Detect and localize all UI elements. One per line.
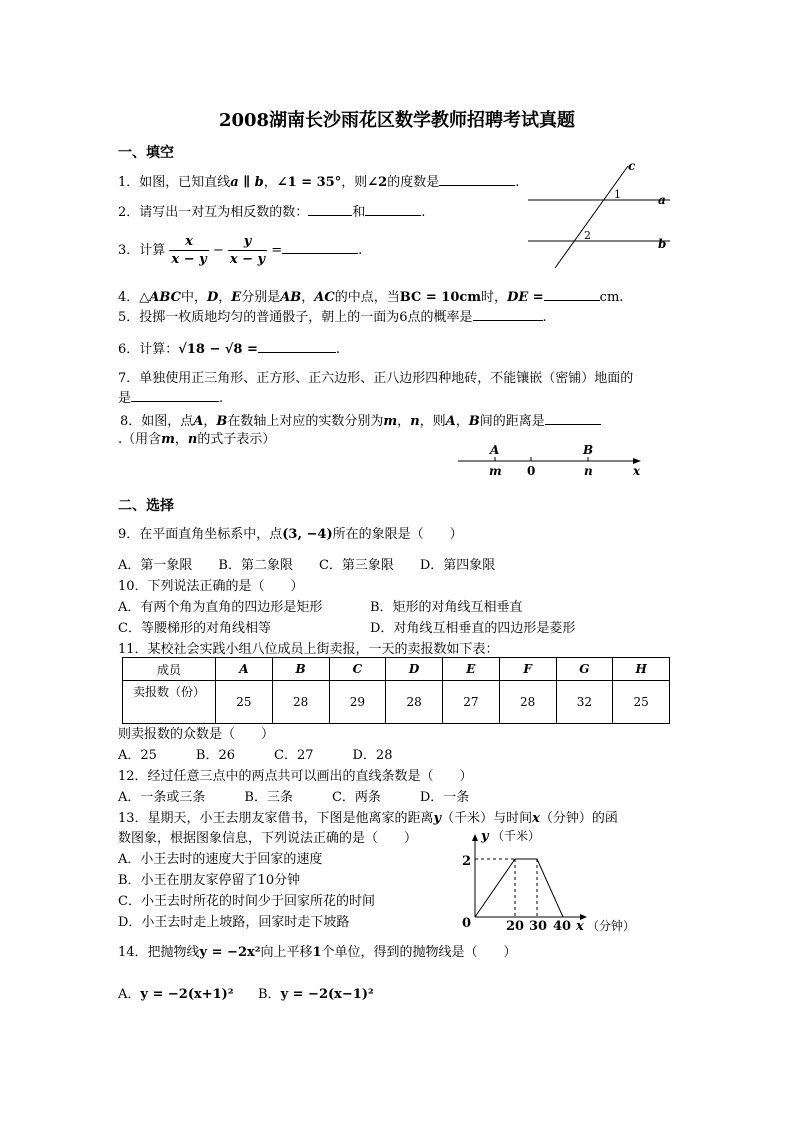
option-14-A: A．y = −2(x+1)² (118, 987, 234, 1002)
table-cell: 28 (499, 681, 556, 724)
question-9: 9．在平面直角坐标系中，点(3, −4)所在的象限是（ ） (118, 527, 463, 542)
option-10-B: B．矩形的对角线互相垂直 (370, 600, 523, 615)
answer-blank (544, 288, 600, 301)
label-point-B: B (583, 443, 594, 457)
table-header-cell: E (443, 658, 500, 681)
graph-y-label: y (481, 829, 489, 844)
question-10: 10．下列说法正确的是（ ） (118, 579, 304, 594)
question-14: 14．把抛物线y = −2x²向上平移1个单位，得到的抛物线是（ ） (118, 945, 517, 960)
label-n: n (584, 464, 593, 478)
table-header-cell: 成员 (123, 658, 216, 681)
label-angle-1: 1 (614, 188, 621, 201)
graph-origin: 0 (462, 916, 472, 931)
option-13-A: A．小王去时的速度大于回家的速度 (118, 852, 323, 867)
question-3: 3．计算 $\frac{x}{x - y}$ − $\frac{y}{x - y}$ = . (118, 234, 363, 267)
option-13-D: D．小王去时走上坡路，回家时走下坡路 (118, 915, 350, 930)
graph-tick-30: 30 (529, 919, 548, 934)
table-header-cell: A (216, 658, 273, 681)
question-7-cont: 是 . (118, 391, 224, 406)
option-13-C: C．小王去时所花的时间少于回家所花的时间 (118, 894, 375, 909)
question-7: 7．单独使用正三角形、正方形、正六边形、正八边形四种地砖，不能镶嵌（密铺）地面的 (118, 371, 634, 386)
table-cell: 25 (216, 681, 273, 724)
answer-blank (473, 308, 543, 321)
graph-x-label: x (576, 919, 584, 934)
answer-blank (439, 173, 515, 186)
answer-blank (545, 412, 601, 425)
table-row (123, 681, 670, 724)
question-12-options: A．一条或三条 B．三条 C．两条 D．一条 (118, 790, 470, 805)
question-11: 11．某校社会实践小组八位成员上街卖报，一天的卖报数如下表： (118, 642, 499, 657)
question-12: 12．经过任意三点中的两点共可以画出的直线条数是（ ） (118, 769, 473, 784)
fraction-1: $\frac{x}{x - y}$ (171, 234, 207, 267)
answer-blank (365, 203, 421, 216)
label-m: m (489, 464, 502, 478)
label-x: x (633, 464, 641, 478)
distance-time-graph (445, 825, 645, 940)
table-header-cell: G (556, 658, 613, 681)
question-9-options: A．第一象限 B．第二象限 C．第三象限 D．第四象限 (118, 558, 496, 573)
graph-tick-20: 20 (506, 919, 525, 934)
question-2: 2．请写出一对互为相反数的数： 和 . (118, 205, 426, 220)
table-cell: 27 (443, 681, 500, 724)
option-10-C: C．等腰梯形的对角线相等 (118, 621, 271, 636)
table-header-cell: D (386, 658, 443, 681)
question-11-prompt: 则卖报数的众数是（ ） (118, 727, 275, 742)
option-14-B: B．y = −2(x−1)² (258, 987, 374, 1002)
table-cell: 28 (386, 681, 443, 724)
question-11-options: A．25 B．26 C．27 D．28 (118, 748, 393, 763)
section-fill-in: 一、填空 (118, 145, 174, 161)
graph-y-unit: （千米） (492, 829, 541, 843)
option-10-D: D．对角线互相垂直的四边形是菱形 (370, 621, 576, 636)
answer-blank (258, 340, 336, 353)
table-row-label: 卖报数（份） (123, 681, 216, 724)
table-header-row (123, 658, 670, 681)
parallel-lines-figure (520, 158, 680, 273)
label-zero: 0 (527, 464, 536, 478)
table-header-cell: F (499, 658, 556, 681)
option-10-A: A．有两个角为直角的四边形是矩形 (118, 600, 323, 615)
table-header-cell: H (613, 658, 670, 681)
question-8: 8．如图，点A，B在数轴上对应的实数分别为m，n，则A，B间的距离是 (120, 412, 601, 430)
arrow-up-icon (472, 834, 478, 841)
label-angle-2: 2 (584, 229, 591, 242)
question-1: 1．如图，已知直线a ∥ b，∠1 = 35°，则∠2的度数是 . (118, 175, 520, 190)
answer-blank (308, 203, 352, 216)
graph-tick-2: 2 (462, 854, 472, 869)
answer-blank (282, 241, 358, 254)
question-5: 5．投掷一枚质地均匀的普通骰子，朝上的一面为6点的概率是 . (118, 310, 547, 325)
table-cell: 29 (329, 681, 386, 724)
number-line-figure (455, 440, 650, 480)
label-a: a (658, 193, 666, 207)
section-choice: 二、选择 (118, 498, 174, 514)
question-13-cont: 数图象，根据图象信息，下列说法正确的是（ ） (118, 831, 418, 846)
table-cell: 28 (272, 681, 329, 724)
table-cell: 32 (556, 681, 613, 724)
line-c (555, 166, 628, 268)
answer-blank (131, 389, 219, 402)
label-point-A: A (490, 443, 500, 457)
option-13-B: B．小王在朋友家停留了10分钟 (118, 873, 301, 888)
table-header-cell: B (272, 658, 329, 681)
sales-table (122, 657, 670, 724)
question-8-cont: .（用含m，n的式子表示） (118, 432, 276, 447)
graph-tick-40: 40 (553, 919, 572, 934)
question-13: 13．星期天，小王去朋友家借书，下图是他离家的距离y（千米）与时间x（分钟）的函 (118, 811, 618, 826)
graph-path (475, 859, 563, 917)
graph-x-unit: （分钟） (587, 919, 636, 933)
fraction-2: $\frac{y}{x - y}$ (229, 234, 266, 267)
page-title: 2008湖南长沙雨花区数学教师招聘考试真题 (218, 110, 576, 131)
label-c: c (628, 159, 636, 173)
question-6: 6．计算：√18 − √8 = . (118, 342, 341, 357)
label-b: b (658, 237, 667, 251)
table-header-cell: C (329, 658, 386, 681)
question-4: 4．△ABC中，D，E分别是AB，AC的中点，当BC = 10cm时，DE = cm. (118, 290, 624, 305)
table-cell: 25 (613, 681, 670, 724)
